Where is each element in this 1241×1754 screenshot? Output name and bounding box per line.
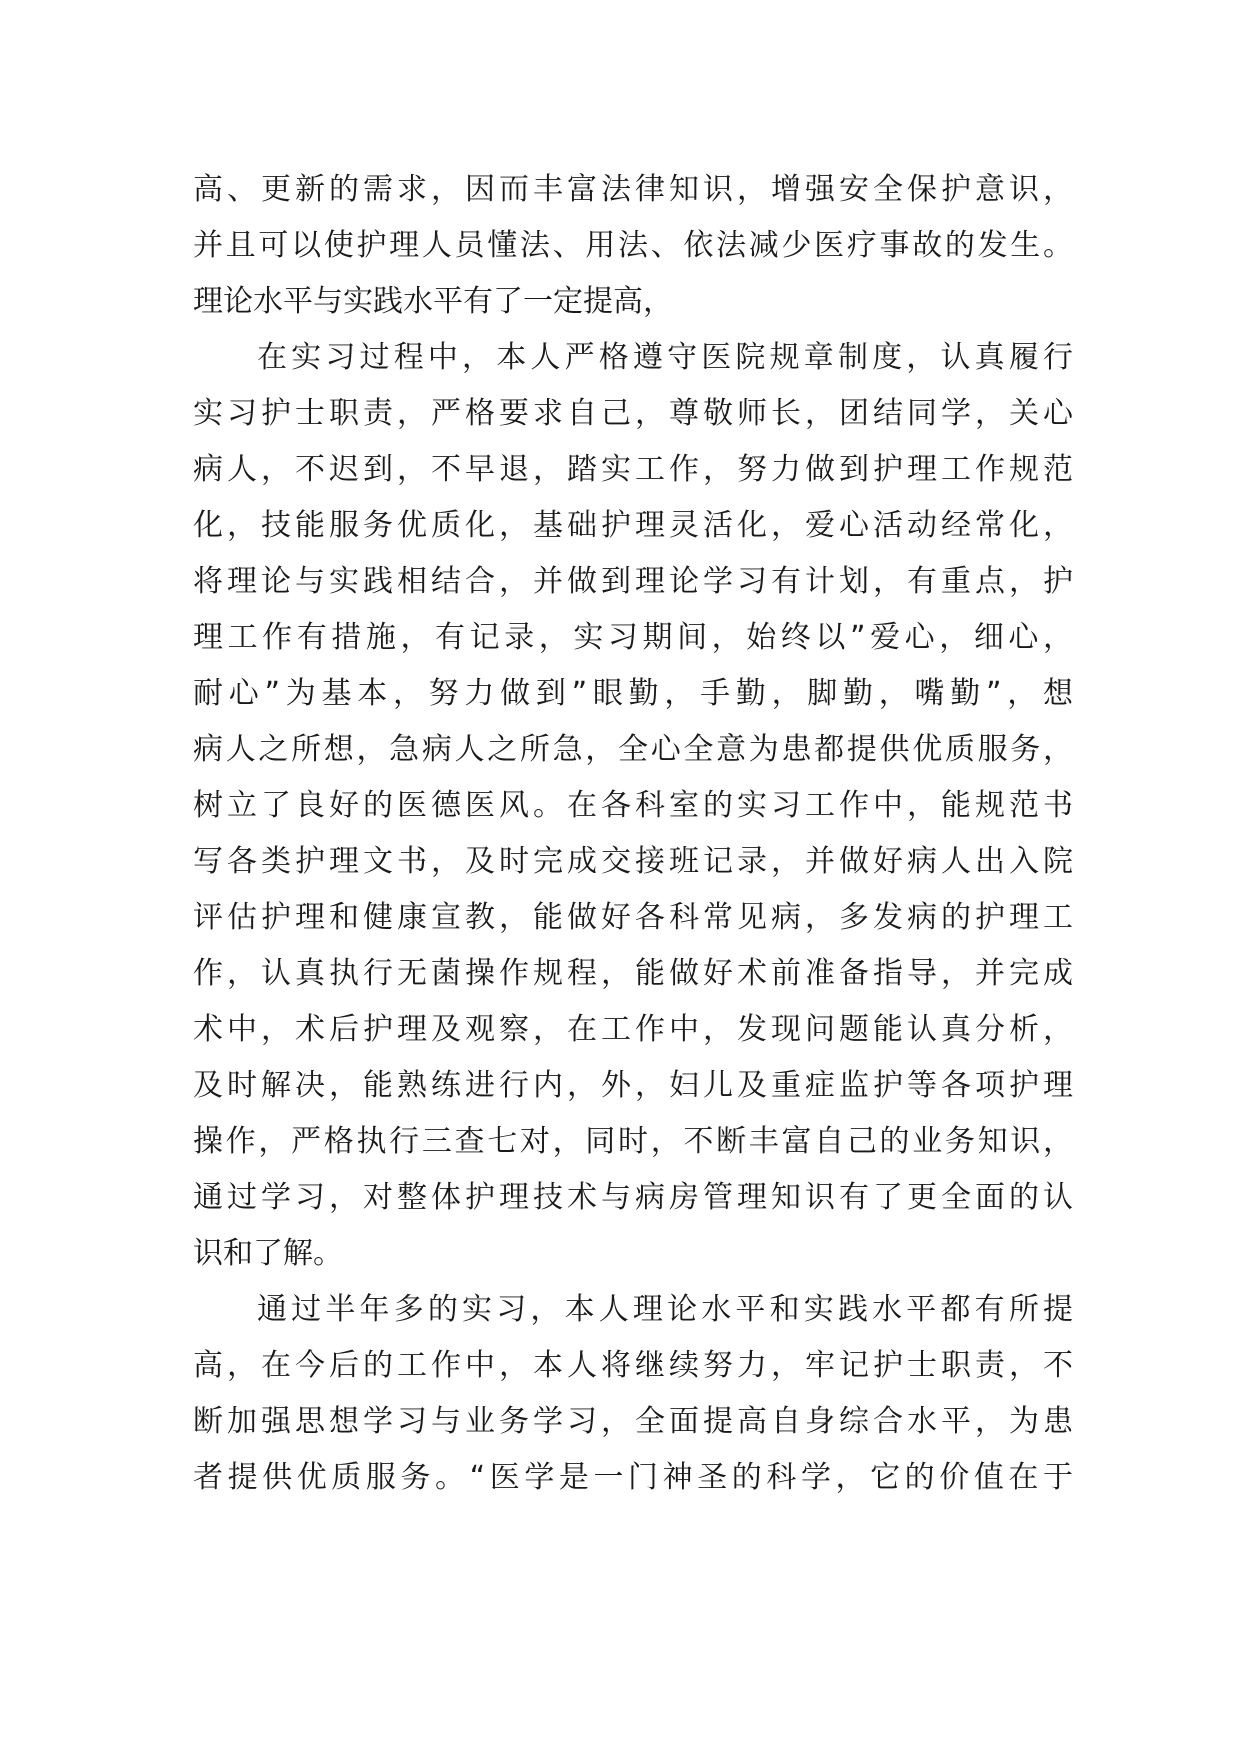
text-line: 将理论与实践相结合，并做到理论学习有计划，有重点，护 <box>193 564 1073 599</box>
text-line: 高，在今后的工作中，本人将继续努力，牢记护士职责，不 <box>193 1348 1073 1383</box>
text-line: 通过学习，对整体护理技术与病房管理知识有了更全面的认 <box>193 1180 1073 1215</box>
text-line: 断加强思想学习与业务学习，全面提高自身综合水平，为患 <box>193 1404 1073 1439</box>
text-line: 耐心”为基本，努力做到”眼勤，手勤，脚勤，嘴勤”，想 <box>193 676 1073 711</box>
text-line: 病人，不迟到，不早退，踏实工作，努力做到护理工作规范 <box>193 452 1073 487</box>
text-line: 并且可以使护理人员懂法、用法、依法减少医疗事故的发生。 <box>193 228 1073 263</box>
text-line: 理论水平与实践水平有了一定提高， <box>193 284 673 319</box>
text-line: 病人之所想，急病人之所急，全心全意为患都提供优质服务， <box>193 732 1073 767</box>
text-line: 识和了解。 <box>193 1236 343 1271</box>
paragraph-first-line: 通过半年多的实习，本人理论水平和实践水平都有所提 <box>257 1292 1073 1327</box>
text-line: 高、更新的需求，因而丰富法律知识，增强安全保护意识， <box>193 172 1073 207</box>
text-line: 及时解决，能熟练进行内，外，妇儿及重症监护等各项护理 <box>193 1068 1073 1103</box>
body-text <box>193 162 1073 1506</box>
paragraph-first-line: 在实习过程中，本人严格遵守医院规章制度，认真履行 <box>257 340 1073 375</box>
text-line: 实习护士职责，严格要求自己，尊敬师长，团结同学，关心 <box>193 396 1073 431</box>
text-line: 者提供优质服务。“医学是一门神圣的科学，它的价值在于 <box>193 1460 1073 1495</box>
text-line: 树立了良好的医德医风。在各科室的实习工作中，能规范书 <box>193 788 1073 823</box>
text-line: 化，技能服务优质化，基础护理灵活化，爱心活动经常化， <box>193 508 1073 543</box>
text-line: 操作，严格执行三查七对，同时，不断丰富自己的业务知识， <box>193 1124 1073 1159</box>
text-line: 术中，术后护理及观察，在工作中，发现问题能认真分析， <box>193 1012 1073 1047</box>
text-line: 写各类护理文书，及时完成交接班记录，并做好病人出入院 <box>193 844 1073 879</box>
text-line: 作，认真执行无菌操作规程，能做好术前准备指导，并完成 <box>193 956 1073 991</box>
text-line: 理工作有措施，有记录，实习期间，始终以”爱心，细心， <box>193 620 1073 655</box>
text-line: 评估护理和健康宣教，能做好各科常见病，多发病的护理工 <box>193 900 1073 935</box>
